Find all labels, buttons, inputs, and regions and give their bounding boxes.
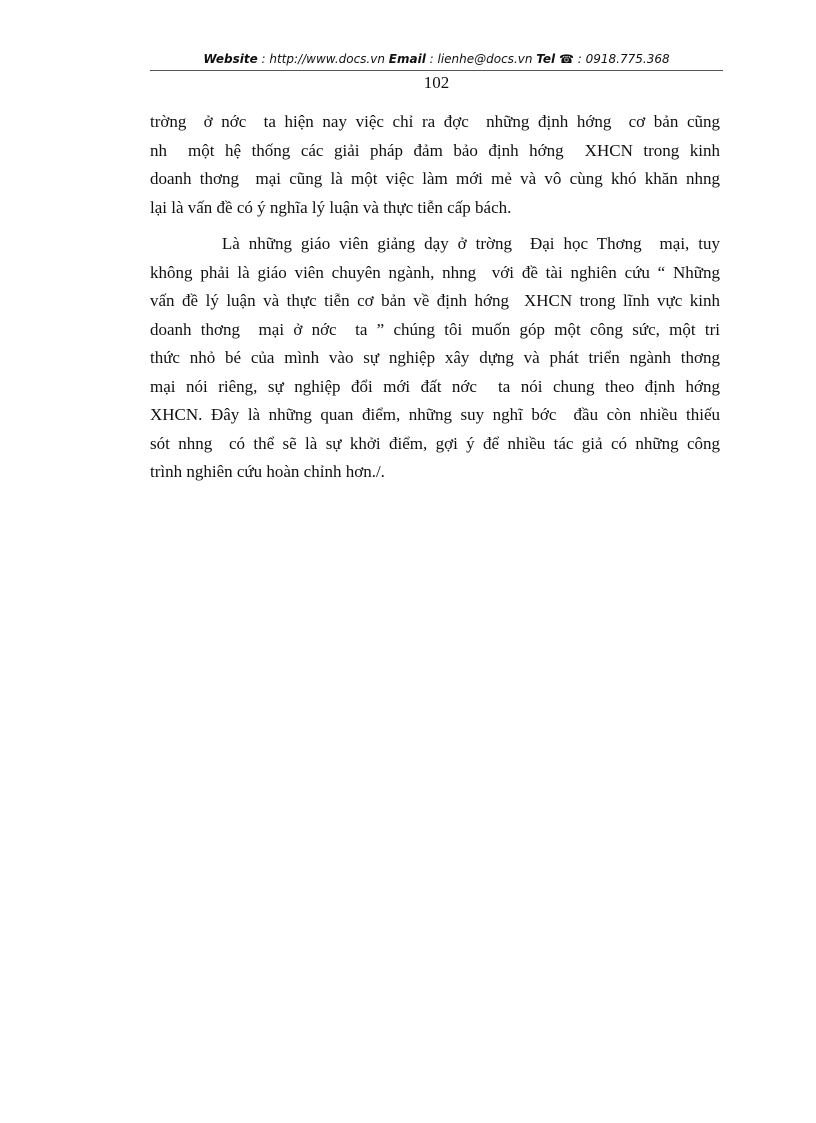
text-line: nh một hệ thống các giải pháp đảm bảo định hớng XHCN trong kinh [150, 140, 720, 160]
text-line: thức nhỏ bé của mình vào sự nghiệp xây dựng và phát triển ngành thơng [150, 348, 720, 367]
email-label: Email [388, 52, 426, 66]
document-body [150, 108, 720, 487]
text-line: trình nghiên cứu hoàn chỉnh hơn./. [150, 462, 385, 481]
phone-icon: ☎ [559, 52, 574, 66]
tel-label: Tel [536, 52, 556, 66]
website-value: : http://www.docs.vn [257, 52, 389, 66]
text-line: XHCN. Đây là những quan điểm, những suy nghĩ bớc đầu còn nhiều thiếu [150, 405, 720, 424]
page-header [150, 51, 723, 67]
paragraph-gap [150, 222, 720, 230]
text-line: không phải là giáo viên chuyên ngành, nhng với đề tài nghiên cứu “ Những [150, 262, 720, 282]
text-line: Là những giáo viên giảng dạy ở trờng Đại học Thơng mại, tuy [150, 234, 720, 253]
website-label: Website [203, 52, 258, 66]
page-number: 102 [423, 73, 450, 92]
text-line: doanh thơng mại cũng là một việc làm mới mẻ và vô cùng khó khăn nhng [150, 169, 720, 188]
header-divider [150, 70, 723, 71]
tel-value: : 0918.775.368 [573, 52, 670, 66]
text-line: trờng ở nớc ta hiện nay việc chỉ ra đợc những định hớng cơ bản cũng [150, 112, 720, 131]
text-line: vấn đề lý luận và thực tiễn cơ bản về định hớng XHCN trong lĩnh vực kinh [150, 291, 720, 310]
text-line: lại là vấn đề có ý nghĩa lý luận và thực tiễn cấp bách. [150, 197, 512, 217]
text-line: doanh thơng mại ở nớc ta ” chúng tôi muốn góp một công sức, một tri [150, 319, 720, 339]
paragraph-2 [150, 230, 720, 487]
paragraph-1 [150, 108, 720, 222]
text-line: sót nhng có thể sẽ là sự khởi điểm, gợi ý để nhiều tác giả có những công [150, 433, 720, 453]
email-value: : lienhe@docs.vn [425, 52, 537, 66]
text-line: mại nói riêng, sự nghiệp đổi mới đất nớc ta nói chung theo định hớng [150, 376, 720, 396]
